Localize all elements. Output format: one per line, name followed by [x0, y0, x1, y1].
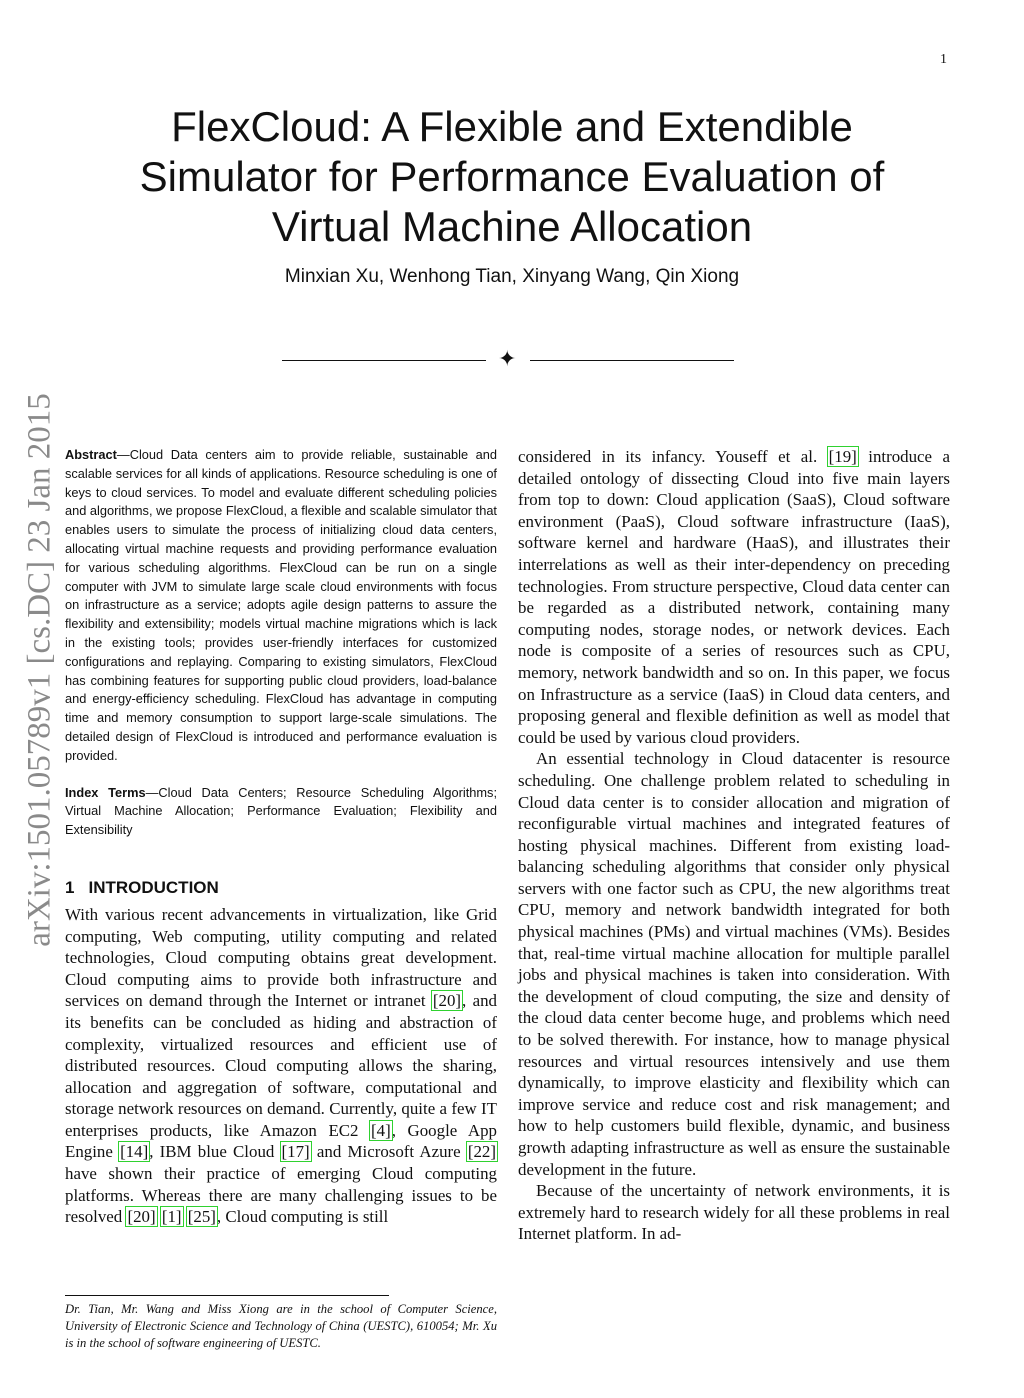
intro-paragraph-2: An essential technology in Cloud datacenter is resource scheduling. One challenge problem related to scheduling in Cloud data center is to consider allocation and migration of reconfigurable virtual machines and integrated features of hosting physical machines. Different from existing load-balancing scheduling algorithms that consider only physical servers with one factor such as CPU, the new algorithms treat CPU, memory and network bandwidth integrated for both physical machines (PMs) and virtual machines (VMs). Besides that, real-time virtual machine allocation for multiple parallel jobs and physical machines is taken into consideration. With the development of cloud computing, the size and density of the cloud data center become huge, and problems which need to be solved therewith. For instance, how to manage physical resources and virtual resources intensively and use them dynamically, to improve elasticity and flexibility which can improve service and reduce cost and risk management; and how to help customers build flexible, dynamic, and business growth adapting infrastructure as well as ensure the sustainable development in the future. [518, 749, 950, 1179]
citation-link[interactable]: [19] [828, 447, 857, 466]
text-run: , Cloud computing is still [216, 1207, 389, 1227]
title-line: Virtual Machine Allocation [271, 203, 753, 250]
text-run: and Microsoft Azure [310, 1142, 467, 1162]
title-line: Simulator for Performance Evaluation of [139, 153, 885, 200]
section-heading-introduction [65, 878, 497, 898]
section-divider [282, 347, 734, 372]
title-line: FlexCloud: A Flexible and Extendible [171, 103, 853, 150]
author-list: Minxian Xu, Wenhong Tian, Xinyang Wang, Qin Xiong [284, 266, 740, 287]
divider-line-right [530, 360, 734, 361]
footnote-rule [65, 1295, 389, 1296]
text-run: , and its benefits can be concluded as hiding and abstraction of complexity, virtualized resources and efficient use of distributed resources. Cloud computing allows the sharing, allocation and aggregation of software, computational and storage network resources on demand. Currently, quite a few IT enterprises products, like Amazon EC2 [65, 991, 497, 1140]
citation-link[interactable]: [4] [371, 1120, 391, 1140]
left-column [65, 446, 497, 1228]
citation-link[interactable]: [14] [120, 1142, 149, 1162]
text-run: considered in its infancy. Youseff et al. [518, 447, 828, 466]
paper-title [80, 102, 944, 252]
section-title: INTRODUCTION [88, 877, 219, 897]
divider-line-left [282, 360, 486, 361]
index-terms-text: —Cloud Data Centers; Resource Scheduling Algorithms; Virtual Machine Allocation; Performance Evaluation; Flexibility and Extensibility [65, 784, 497, 838]
section-number: 1 [65, 877, 75, 897]
abstract [65, 446, 497, 766]
arxiv-identifier-stamp: arXiv:1501.05789v1 [cs.DC] 23 Jan 2015 [21, 393, 58, 947]
citation-link[interactable]: [22] [467, 1142, 496, 1162]
abstract-text: —Cloud Data centers aim to provide reliable, sustainable and scalable services for all kinds of applications. Resource scheduling is one of keys to cloud services. To model and evaluate different scheduling policies and algorithms, we propose FlexCloud, a flexible and scalable simulator that enables users to simulate the process of initializing cloud data centers, allocating virtual machine requests and providing performance evaluation for various scheduling algorithms. FlexCloud can be run on a single computer with JVM to simulate large scale cloud environments with focus on infrastructure as a service; adopts agile design patterns to assure the flexibility and extensibility; models virtual machine migrations which is lack in the existing tools; provides user-friendly interfaces for customized configurations and replaying. Comparing to existing simulators, FlexCloud has combining features for supporting public cloud providers, load-balance and energy-efficiency scheduling. FlexCloud has advantage in computing time and memory consumption to support large-scale simulations. The detailed design of FlexCloud is introduced and performance evaluation is provided. [65, 447, 497, 763]
abstract-label: Abstract [65, 447, 117, 462]
index-terms [65, 784, 497, 840]
right-column [518, 446, 950, 1245]
intro-paragraph-1-continued [518, 446, 950, 748]
text-run: introduce a detailed ontology of dissecting Cloud into five main layers from top to down: Cloud application (SaaS), Cloud software environment (PaaS), Cloud software infrastructure (IaaS), software kernel and hardware (HaaS), and illustrates their interrelations as well as their inter-dependency on preceding technologies. From structure perspective, Cloud data center can be regarded as a distributed network, containing many computing nodes, storage nodes, or network devices. Each node is composite of a series of resources such as CPU, memory, network bandwidth and so on. In this paper, we focus on Infrastructure as a service (IaaS) in Cloud data centers, and proposing general and flexible definition as well as model that could be used by various cloud providers. [518, 447, 951, 747]
text-run: , IBM blue Cloud [149, 1142, 281, 1162]
author-affiliation-footnote: Dr. Tian, Mr. Wang and Miss Xiong are in the school of Computer Science, University of Electronic Science and Technology of China (UESTC), 610054; Mr. Xu is in the school of software engineering of UESTC. [65, 1302, 497, 1350]
intro-paragraph-1 [65, 904, 497, 1228]
citation-link[interactable]: [20] [432, 991, 462, 1011]
citation-link[interactable]: [25] [187, 1207, 216, 1227]
text-run: With various recent advancements in virtualization, like Grid computing, Web computing, utility computing and related technologies, Cloud computing obtains great development. Cloud computing aims to provide both infrastructure and services on demand through the Internet or intranet [65, 904, 497, 1011]
citation-link[interactable]: [17] [281, 1142, 310, 1162]
text-run: , Google App Engine [65, 1120, 497, 1162]
intro-paragraph-3: Because of the uncertainty of network environments, it is extremely hard to research widely for all these problems in real Internet platform. In ad- [518, 1181, 950, 1244]
citation-link[interactable]: [20] [127, 1207, 156, 1227]
page-number: 1 [940, 52, 947, 67]
divider-star-icon: ✦ [498, 347, 517, 372]
citation-link[interactable]: [1] [161, 1207, 182, 1227]
text-run: have shown their practice of emerging Cloud computing platforms. Whereas there are many challenging issues to be resolved [65, 1164, 497, 1227]
index-terms-label: Index Terms [65, 784, 146, 800]
